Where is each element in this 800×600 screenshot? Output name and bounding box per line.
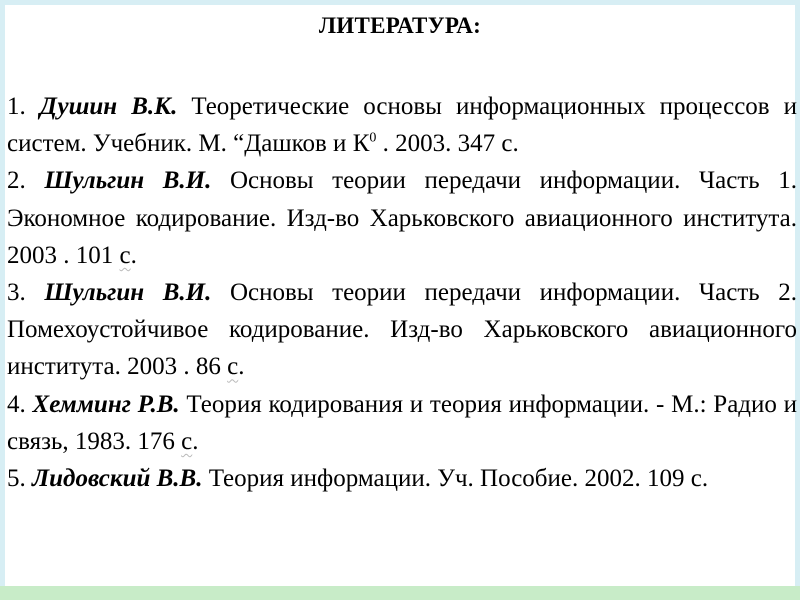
reference-text-end: . 2003. 347 с. (376, 130, 519, 158)
frame-left-border (0, 0, 5, 600)
reference-number: 5. (7, 465, 26, 493)
reference-item-3 (7, 274, 797, 386)
reference-item-2 (7, 162, 797, 274)
reference-text-end: . (238, 353, 245, 381)
spellcheck-marked-word: с (119, 241, 131, 269)
reference-item-4 (7, 386, 797, 460)
reference-text: Теория кодирования и теория информации. - М.: Радио и связь, 1983. 176 (7, 390, 798, 455)
spellcheck-marked-word: с (227, 353, 239, 381)
reference-author: Шульгин В.И. (44, 279, 212, 307)
reference-item-1 (7, 88, 797, 162)
reference-text: Теоретические основы информационных процессов и систем. Учебник. М. “Дашков и К (7, 93, 797, 158)
page-title: ЛИТЕРАТУРА: (318, 13, 482, 38)
reference-author: Шульгин В.И. (44, 167, 212, 195)
reference-number: 3. (7, 279, 26, 307)
reference-author: Лидовский В.В. (32, 465, 203, 493)
frame-bottom-band (0, 586, 800, 600)
reference-text: Основы теории передачи информации. Часть 2. Помехоустойчивое кодирование. Изд-во Харьковского авиационного института. 2003 . 86 (7, 279, 797, 381)
reference-item-5 (7, 460, 797, 497)
frame-top-border (0, 0, 800, 5)
reference-number: 2. (7, 167, 26, 195)
reference-list (7, 88, 797, 497)
reference-text-end: . (130, 241, 137, 269)
reference-author: Душин В.К. (39, 93, 178, 120)
reference-text: Теория информации. Уч. Пособие. 2002. 109 с. (208, 465, 709, 493)
reference-superscript: 0 (369, 130, 377, 146)
reference-text-end: . (192, 427, 199, 455)
reference-text: Основы теории передачи информации. Часть 1. Экономное кодирование. Изд-во Харьковского авиационного института. 2003 . 101 (7, 167, 797, 269)
reference-number: 4. (7, 390, 26, 418)
spellcheck-marked-word: с (181, 427, 193, 455)
reference-number: 1. (7, 93, 26, 120)
reference-author: Хемминг Р.В. (32, 390, 180, 418)
